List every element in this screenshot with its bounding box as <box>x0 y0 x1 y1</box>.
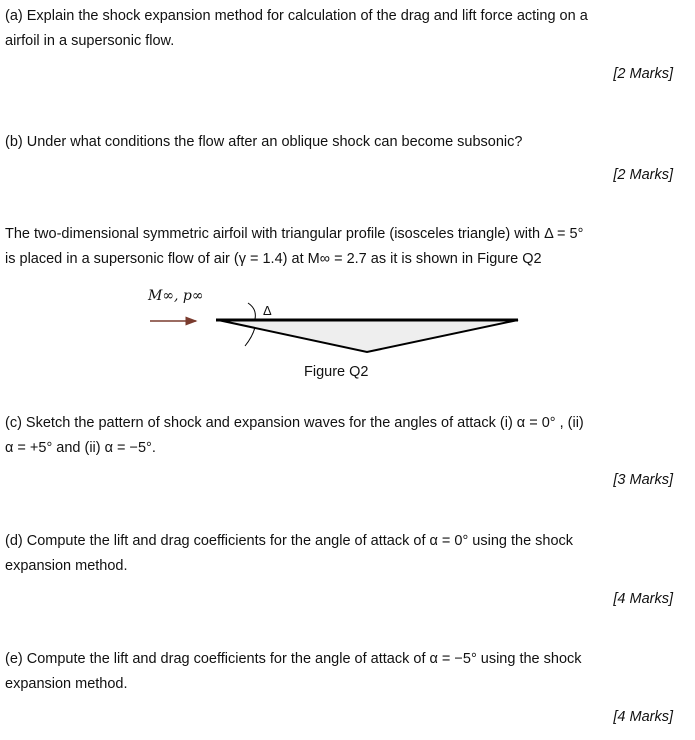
question-d-line2: expansion method. <box>5 558 128 574</box>
intro-line2: is placed in a supersonic flow of air (γ = 1.4) at M∞ = 2.7 as it is shown in Figure Q2 <box>5 251 542 267</box>
question-a-line2: airfoil in a supersonic flow. <box>5 33 175 49</box>
triangular-airfoil <box>218 320 518 352</box>
question-c-marks: [3 Marks] <box>613 472 673 488</box>
flow-label: M∞, p∞ <box>148 288 204 304</box>
figure-caption: Figure Q2 <box>304 364 369 380</box>
question-e-line2: expansion method. <box>5 676 128 692</box>
angle-label: Δ <box>263 303 272 318</box>
question-a-line1: (a) Explain the shock expansion method for calculation of the drag and lift force acting on a <box>5 8 588 24</box>
question-a-marks: [2 Marks] <box>613 66 673 82</box>
angle-arc-icon <box>248 303 255 319</box>
question-e-marks: [4 Marks] <box>613 709 673 725</box>
question-b-line1: (b) Under what conditions the flow after an oblique shock can become subsonic? <box>5 134 523 150</box>
question-c-line1: (c) Sketch the pattern of shock and expansion waves for the angles of attack (i) α = 0° , (ii) <box>5 415 584 431</box>
question-d-line1: (d) Compute the lift and drag coefficients for the angle of attack of α = 0° using the shock <box>5 533 574 549</box>
question-c-line2: α = +5° and (ii) α = −5°. <box>5 440 156 456</box>
question-d-marks: [4 Marks] <box>613 591 673 607</box>
question-e-line1: (e) Compute the lift and drag coefficients for the angle of attack of α = −5° using the shock <box>5 651 582 667</box>
intro-line1: The two-dimensional symmetric airfoil with triangular profile (isosceles triangle) with Δ = 5° <box>5 226 584 242</box>
question-b-marks: [2 Marks] <box>613 167 673 183</box>
